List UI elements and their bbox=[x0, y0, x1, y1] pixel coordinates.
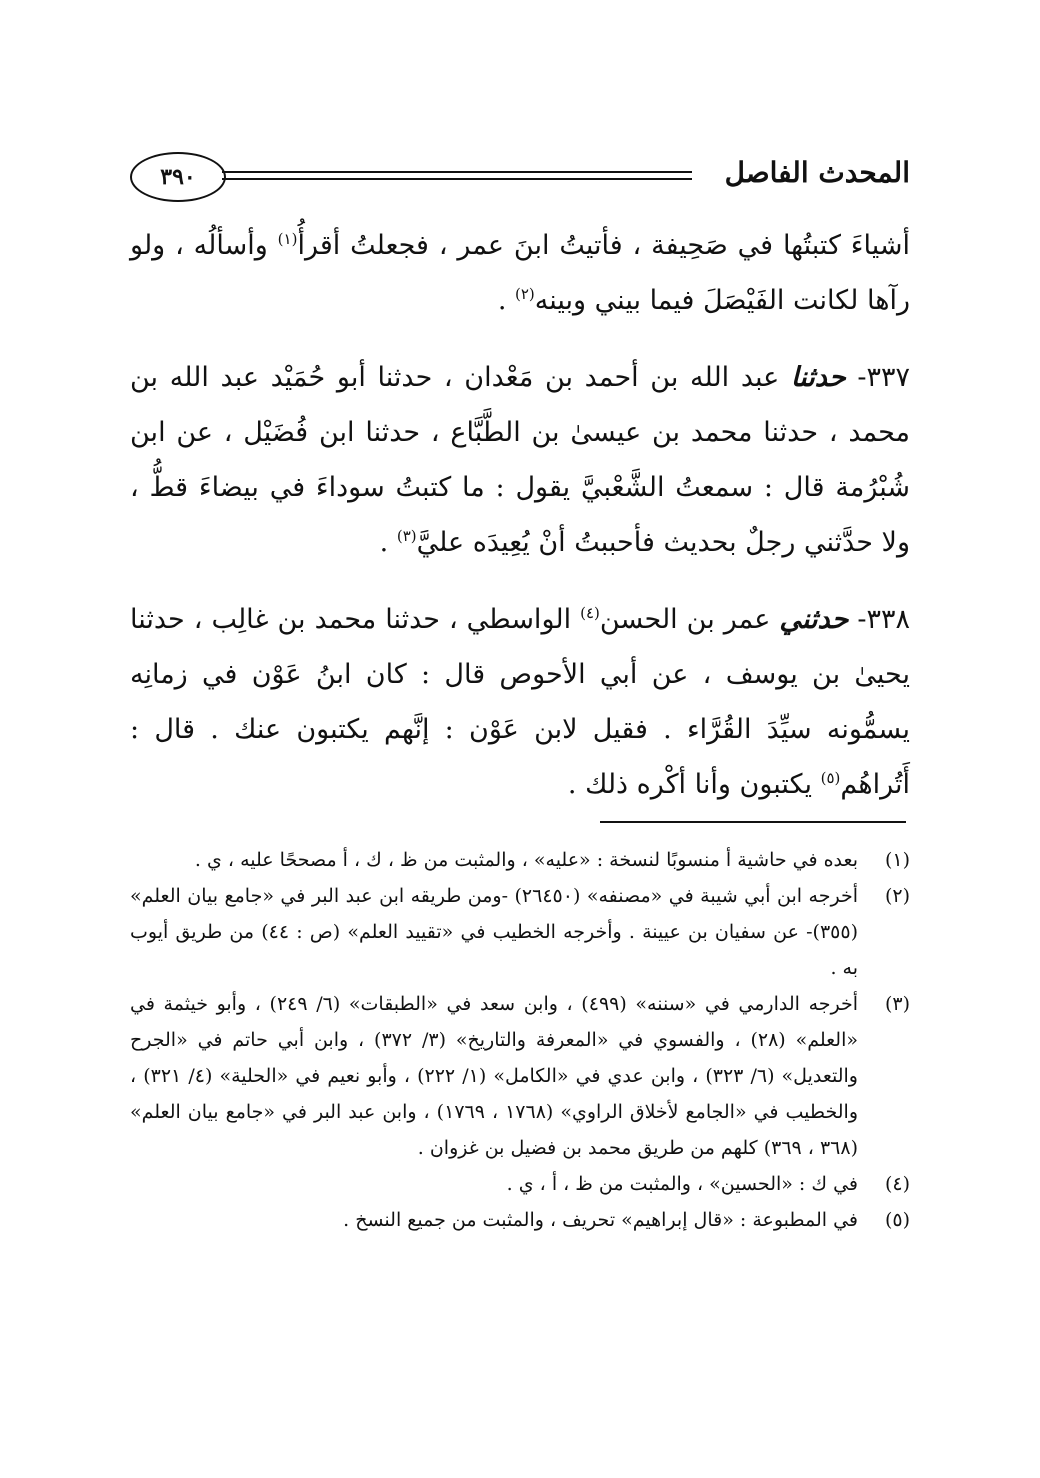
footnote-number: (٢) bbox=[884, 885, 910, 907]
hadith-text: عمر بن الحسن bbox=[599, 604, 780, 635]
footnote-4 bbox=[130, 1166, 910, 1202]
footnote-ref-5[interactable]: (٥) bbox=[820, 769, 841, 787]
footnote-number: (٤) bbox=[884, 1173, 910, 1195]
text-run: . bbox=[497, 285, 515, 316]
hadith-text: الواسطي ، حدثنا محمد بن غالِب ، حدثنا يحيىٰ بن يوسف ، عن أبي الأحوص قال : كان ابنُ عَوْن في زمانِه يسمُّونه سيِّدَ القُرَّاء . فقيل لابن عَوْن : إنَّهم يكتبون عنك . قال : أَتُراهُم bbox=[130, 604, 910, 800]
footnote-ref-2[interactable]: (٢) bbox=[514, 285, 535, 303]
footnote-text: أخرجه الدارمي في «سننه» (٤٩٩) ، وابن سعد في «الطبقات» (٦/ ٢٤٩) ، وأبو خيثمة في «العلم» (٢٨) ، والفسوي في «المعرفة والتاريخ» (٣/ ٣٧٢) ، وابن أبي حاتم في «الجرح والتعديل» (٦/ ٣٢٣) ، وابن عدي في «الكامل» (١/ ٢٢٢) ، وأبو نعيم في «الحلية» (٤/ ٣٢١) ، والخطيب في «الجامع لأخلاق الراوي» (١٧٦٨ ، ١٧٦٩) ، وابن عبد البر في «جامع بيان العلم» (٣٦٨ ، ٣٦٩) كلهم من طريق محمد بن فضيل بن غزوان . bbox=[130, 993, 859, 1159]
footnote-1 bbox=[130, 842, 910, 878]
hadith-number: ٣٣٨- bbox=[848, 604, 910, 635]
footnote-text: بعده في حاشية أ منسوبًا لنسخة : «عليه» ، والمثبت من ظ ، ك ، أ مصححًا عليه ، ي . bbox=[194, 849, 858, 871]
hadith-number: ٣٣٧- bbox=[845, 362, 910, 393]
header-rule bbox=[222, 171, 692, 173]
hadith-337 bbox=[130, 350, 910, 570]
page-number: ٣٩٠ bbox=[130, 152, 226, 202]
footnote-number: (٣) bbox=[884, 993, 910, 1015]
hadith-lead-word: حدثني bbox=[779, 604, 849, 635]
hadith-text: يكتبون وأنا أكْره ذلك . bbox=[567, 769, 821, 800]
header-rule-double bbox=[222, 178, 692, 180]
hadith-338 bbox=[130, 592, 910, 812]
page-header bbox=[130, 150, 910, 210]
footnote-ref-3[interactable]: (٣) bbox=[396, 527, 417, 545]
footnote-text: في المطبوعة : «قال إبراهيم» تحريف ، والمثبت من جميع النسخ . bbox=[343, 1209, 858, 1231]
text-run: أشياءَ كتبتُها في صَحِيفة ، فأتيتُ ابنَ عمر ، فجعلتُ أقرأُ bbox=[297, 230, 910, 261]
text-run: . bbox=[379, 527, 397, 558]
footnote-ref-4[interactable]: (٤) bbox=[580, 604, 600, 622]
footnote-5 bbox=[130, 1202, 910, 1238]
footnote-number: (١) bbox=[884, 849, 910, 871]
footnote-text: أخرجه ابن أبي شيبة في «مصنفه» (٢٦٤٥٠) -ومن طريقه ابن عبد البر في «جامع بيان العلم» (٣٥٥)- عن سفيان بن عيينة . وأخرجه الخطيب في «تقييد العلم» (ص : ٤٤) من طريق أيوب به . bbox=[130, 885, 858, 979]
hadith-lead-word: حدثنا bbox=[790, 362, 846, 393]
text-run: وأسألُه ، ولو رآها لكانت الفَيْصَلَ فيما بيني وبينه bbox=[130, 230, 910, 316]
hadith-text: عبد الله بن أحمد بن مَعْدان ، حدثنا أبو حُمَيْد عبد الله بن محمد ، حدثنا محمد بن عيسىٰ بن الطَّبَّاع ، حدثنا ابن فُضَيْل ، عن ابن شُبْرُمة قال : سمعتُ الشَّعْبيَّ يقول : ما كتبتُ سوداءَ في بيضاءَ قطُّ ، ولا حدَّثني رجلٌ بحديث فأحببتُ أنْ يُعِيدَه عليَّ bbox=[130, 362, 910, 558]
footnote-number: (٥) bbox=[884, 1209, 910, 1231]
footnotes bbox=[130, 842, 910, 1238]
book-title: المحدث الفاصل bbox=[724, 156, 910, 189]
footnote-text: في ك : «الحسين» ، والمثبت من ظ ، أ ، ي . bbox=[506, 1173, 858, 1195]
footnote-separator bbox=[600, 821, 906, 823]
footnote-2 bbox=[130, 878, 910, 986]
main-text bbox=[130, 218, 910, 812]
footnote-ref-1[interactable]: (١) bbox=[277, 230, 298, 248]
paragraph-continuation bbox=[130, 218, 910, 328]
footnote-3 bbox=[130, 986, 910, 1166]
